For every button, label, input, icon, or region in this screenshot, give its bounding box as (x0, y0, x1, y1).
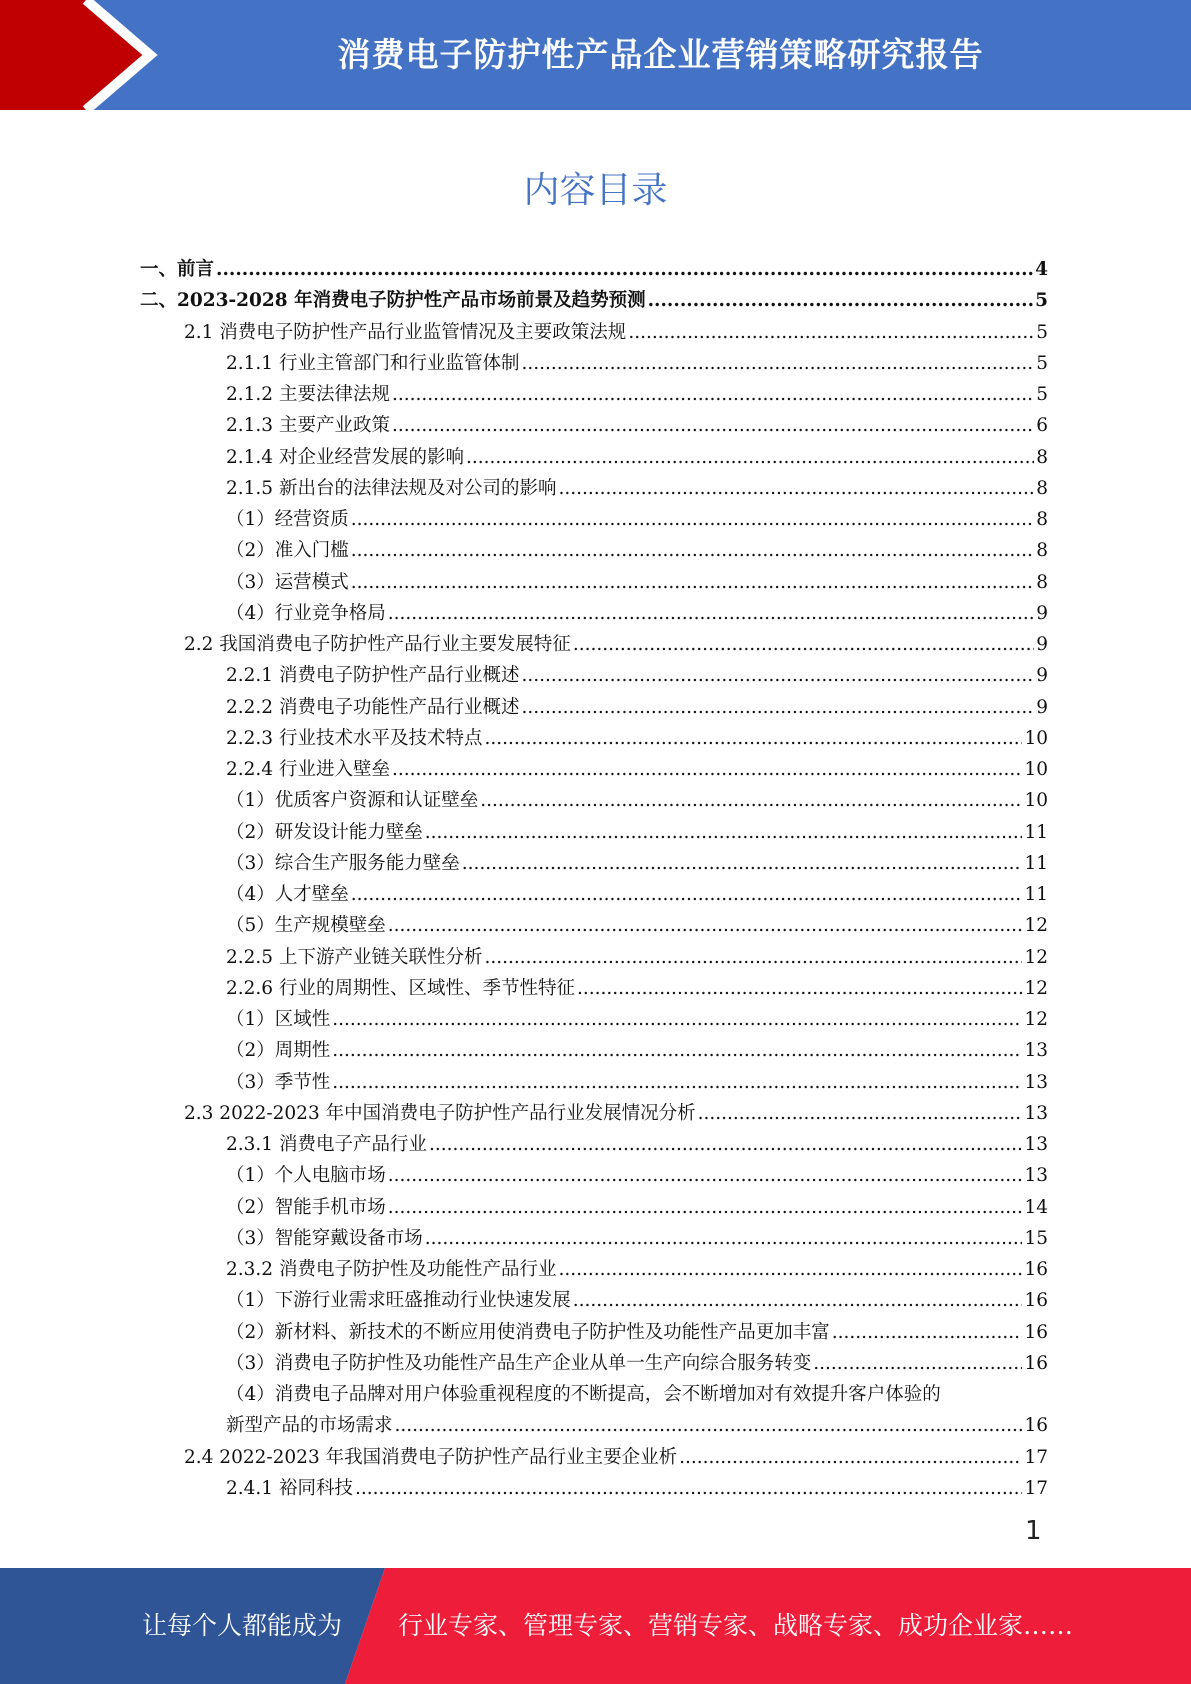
toc-entry-label: 2.2.2 消费电子功能性产品行业概述 (226, 696, 520, 718)
toc-dot-leader (521, 660, 1034, 691)
toc-entry-page: 13 (1024, 1040, 1048, 1062)
toc-entry-page: 8 (1036, 446, 1048, 468)
toc-dot-leader (832, 1317, 1023, 1348)
toc-entry[interactable] (140, 285, 1048, 316)
toc-entry[interactable] (140, 1410, 1048, 1441)
toc-entry[interactable] (140, 535, 1048, 566)
toc-dot-leader (577, 973, 1022, 1004)
toc-dot-leader (466, 442, 1034, 473)
toc-entry[interactable] (140, 848, 1048, 879)
toc-entry[interactable] (140, 817, 1048, 848)
toc-entry-label: 2.4.1 裕同科技 (226, 1477, 353, 1499)
toc-entry-page: 13 (1024, 1134, 1048, 1155)
toc-entry-label: （2）周期性 (226, 1040, 331, 1062)
toc-entry[interactable] (140, 1067, 1048, 1098)
table-of-contents (140, 254, 1048, 1504)
toc-entry[interactable] (140, 1035, 1048, 1066)
toc-entry-label: 2.1.5 新出台的法律法规及对公司的影响 (226, 477, 557, 499)
toc-entry-page: 8 (1036, 540, 1048, 562)
toc-dot-leader (425, 817, 1023, 848)
toc-dot-leader (628, 317, 1034, 348)
toc-entry-page: 12 (1024, 915, 1048, 937)
toc-entry-page: 10 (1024, 759, 1048, 780)
toc-entry-label: 2.3.2 消费电子防护性及功能性产品行业 (226, 1259, 557, 1280)
toc-entry[interactable] (140, 1317, 1048, 1348)
toc-dot-leader (388, 1192, 1023, 1223)
toc-dot-leader (395, 1410, 1023, 1441)
toc-entry-label: （1）下游行业需求旺盛推动行业快速发展 (226, 1290, 571, 1312)
toc-entry[interactable] (140, 410, 1048, 441)
toc-entry-page: 5 (1036, 352, 1048, 374)
toc-entry-page: 16 (1024, 1290, 1048, 1312)
toc-dot-leader (484, 723, 1022, 754)
toc-entry-label: 二、2023-2028 年消费电子防护性产品市场前景及趋势预测 (140, 290, 646, 312)
toc-entry[interactable] (140, 1098, 1048, 1129)
toc-entry-page: 12 (1024, 977, 1048, 999)
toc-entry-label: （2）研发设计能力壁垒 (226, 821, 423, 843)
toc-entry-label: （1）经营资质 (226, 509, 349, 530)
toc-entry-page: 5 (1036, 321, 1048, 343)
toc-entry[interactable] (140, 785, 1048, 816)
toc-entry-label: 2.1.1 行业主管部门和行业监管体制 (226, 352, 520, 374)
page-number: 1 (1025, 1516, 1042, 1546)
toc-entry-label: 2.2.6 行业的周期性、区域性、季节性特征 (226, 977, 575, 999)
header-banner (0, 0, 1191, 110)
toc-entry[interactable] (140, 1129, 1048, 1160)
toc-entry-page: 13 (1024, 1102, 1048, 1124)
toc-dot-leader (573, 1285, 1023, 1316)
toc-entry-page: 10 (1024, 727, 1048, 749)
toc-entry-page: 11 (1024, 852, 1048, 874)
toc-entry-page: 8 (1036, 571, 1048, 593)
toc-dot-leader (521, 692, 1034, 723)
toc-dot-leader (351, 504, 1034, 535)
toc-entry-page: 13 (1024, 1165, 1048, 1187)
toc-dot-leader (392, 754, 1022, 785)
toc-entry-label: 一、前言 (140, 259, 215, 280)
toc-dot-leader (429, 1129, 1022, 1160)
toc-entry-page: 16 (1024, 1321, 1048, 1343)
toc-entry-page: 16 (1024, 1352, 1048, 1374)
toc-entry-page: 17 (1024, 1446, 1048, 1468)
toc-entry[interactable] (140, 1473, 1048, 1504)
toc-entry[interactable] (140, 1348, 1048, 1379)
toc-dot-leader (462, 848, 1023, 879)
toc-entry-label: （2）智能手机市场 (226, 1196, 386, 1218)
toc-entry[interactable] (140, 629, 1048, 660)
toc-entry-label: 2.3 2022-2023 年中国消费电子防护性产品行业发展情况分析 (184, 1102, 696, 1124)
toc-entry-label: （3）运营模式 (226, 571, 349, 593)
toc-entry-label: 2.2.1 消费电子防护性产品行业概述 (226, 665, 520, 687)
toc-entry-label: （3）智能穿戴设备市场 (226, 1227, 423, 1249)
toc-dot-leader (216, 254, 1033, 285)
toc-entry-label: （3）季节性 (226, 1071, 331, 1093)
toc-dot-leader (648, 285, 1034, 316)
toc-entry-page: 5 (1035, 290, 1048, 312)
toc-entry-page: 9 (1036, 696, 1048, 718)
toc-dot-leader (351, 535, 1034, 566)
toc-entry-label: 2.3.1 消费电子产品行业 (226, 1134, 427, 1155)
toc-dot-leader (392, 410, 1034, 441)
toc-dot-leader (480, 785, 1022, 816)
toc-entry[interactable] (140, 942, 1048, 973)
toc-dot-leader (351, 879, 1023, 910)
toc-entry-label: 2.2.4 行业进入壁垒 (226, 759, 390, 780)
toc-dot-leader (332, 1004, 1022, 1035)
toc-entry-label: （4）人才壁垒 (226, 884, 349, 905)
toc-dot-leader (558, 1254, 1022, 1285)
toc-entry[interactable] (140, 973, 1048, 1004)
toc-entry-label: 2.2.5 上下游产业链关联性分析 (226, 946, 483, 968)
toc-entry[interactable] (140, 348, 1048, 379)
toc-dot-leader (521, 348, 1034, 379)
toc-entry-page: 15 (1024, 1227, 1048, 1249)
report-title: 消费电子防护性产品企业营销策略研究报告 (337, 35, 984, 74)
toc-entry-page: 12 (1024, 946, 1048, 968)
toc-dot-leader (388, 910, 1023, 941)
toc-entry-label: 2.1 消费电子防护性产品行业监管情况及主要政策法规 (184, 321, 627, 343)
toc-entry-label: （3）消费电子防护性及功能性产品生产企业从单一生产向综合服务转变 (226, 1352, 812, 1374)
toc-entry-page: 16 (1024, 1415, 1048, 1437)
toc-entry[interactable] (140, 754, 1048, 785)
footer-slogan-right: 行业专家、管理专家、营销专家、战略专家、成功企业家…… (398, 1611, 1074, 1640)
toc-entry-label: （3）综合生产服务能力壁垒 (226, 852, 460, 874)
toc-entry[interactable] (140, 910, 1048, 941)
toc-entry-label: （4）消费电子品牌对用户体验重视程度的不断提高，会不断增加对有效提升客户体验的 (226, 1384, 941, 1405)
toc-dot-leader (698, 1098, 1023, 1129)
toc-entry[interactable] (140, 660, 1048, 691)
toc-entry[interactable] (140, 692, 1048, 723)
toc-entry-page: 13 (1024, 1071, 1048, 1093)
toc-entry-page: 5 (1036, 384, 1048, 405)
toc-dot-leader (484, 942, 1022, 973)
toc-dot-leader (332, 1067, 1022, 1098)
toc-entry-page: 17 (1024, 1477, 1048, 1499)
toc-entry-label: 2.2.3 行业技术水平及技术特点 (226, 727, 483, 749)
toc-dot-leader (351, 567, 1034, 598)
toc-entry-page: 12 (1024, 1009, 1048, 1030)
toc-entry[interactable] (140, 254, 1048, 285)
toc-entry[interactable] (140, 1285, 1048, 1316)
toc-entry[interactable] (140, 442, 1048, 473)
toc-entry[interactable] (140, 567, 1048, 598)
toc-heading: 内容目录 (523, 170, 668, 211)
footer-slogan-left: 让每个人都能成为 (142, 1611, 343, 1640)
toc-entry-page: 11 (1024, 821, 1048, 843)
toc-entry[interactable] (140, 1192, 1048, 1223)
toc-entry-page: 9 (1036, 602, 1048, 624)
toc-dot-leader (558, 473, 1034, 504)
toc-entry-label: 2.4 2022-2023 年我国消费电子防护性产品行业主要企业析 (184, 1446, 678, 1468)
toc-entry-label: （5）生产规模壁垒 (226, 915, 386, 937)
toc-entry[interactable] (140, 1442, 1048, 1473)
toc-entry-label: （1）个人电脑市场 (226, 1165, 386, 1187)
toc-entry[interactable] (140, 1004, 1048, 1035)
toc-dot-leader (392, 379, 1034, 410)
toc-entry-label: （1）区域性 (226, 1009, 331, 1030)
toc-entry-label: （4）行业竞争格局 (226, 602, 386, 624)
toc-dot-leader (332, 1035, 1022, 1066)
toc-entry-page: 8 (1036, 477, 1048, 499)
toc-entry-label: 2.1.2 主要法律法规 (226, 384, 390, 405)
toc-entry[interactable] (140, 379, 1048, 410)
toc-entry-page: 11 (1024, 884, 1048, 905)
toc-entry[interactable] (140, 1254, 1048, 1285)
toc-entry[interactable] (140, 1223, 1048, 1254)
toc-dot-leader (425, 1223, 1023, 1254)
toc-entry[interactable] (140, 504, 1048, 535)
toc-entry[interactable] (140, 1379, 1048, 1410)
toc-entry[interactable] (140, 879, 1048, 910)
toc-entry[interactable] (140, 473, 1048, 504)
toc-dot-leader (388, 1160, 1023, 1191)
toc-entry[interactable] (140, 598, 1048, 629)
toc-entry[interactable] (140, 723, 1048, 754)
toc-entry-page: 8 (1036, 509, 1048, 530)
toc-dot-leader (679, 1442, 1022, 1473)
toc-entry[interactable] (140, 1160, 1048, 1191)
toc-entry-label: （1）优质客户资源和认证壁垒 (226, 790, 479, 812)
toc-entry-label: 新型产品的市场需求 (226, 1415, 393, 1437)
toc-dot-leader (813, 1348, 1022, 1379)
toc-entry[interactable] (140, 317, 1048, 348)
toc-entry-page: 9 (1036, 665, 1048, 687)
toc-entry-label: 2.2 我国消费电子防护性产品行业主要发展特征 (184, 634, 571, 655)
toc-dot-leader (355, 1473, 1023, 1504)
toc-entry-page: 10 (1024, 790, 1048, 812)
toc-entry-page: 4 (1035, 259, 1048, 280)
toc-dot-leader (573, 629, 1034, 660)
toc-entry-page: 6 (1036, 415, 1048, 437)
toc-entry-page: 16 (1024, 1259, 1048, 1280)
toc-entry-page: 9 (1036, 634, 1048, 655)
toc-dot-leader (388, 598, 1034, 629)
toc-entry-label: 2.1.3 主要产业政策 (226, 415, 390, 437)
toc-entry-label: 2.1.4 对企业经营发展的影响 (226, 446, 464, 468)
toc-entry-page: 14 (1024, 1196, 1048, 1218)
toc-entry-label: （2）准入门槛 (226, 540, 349, 562)
toc-entry-label: （2）新材料、新技术的不断应用使消费电子防护性及功能性产品更加丰富 (226, 1321, 830, 1343)
footer-banner (0, 1568, 1191, 1684)
